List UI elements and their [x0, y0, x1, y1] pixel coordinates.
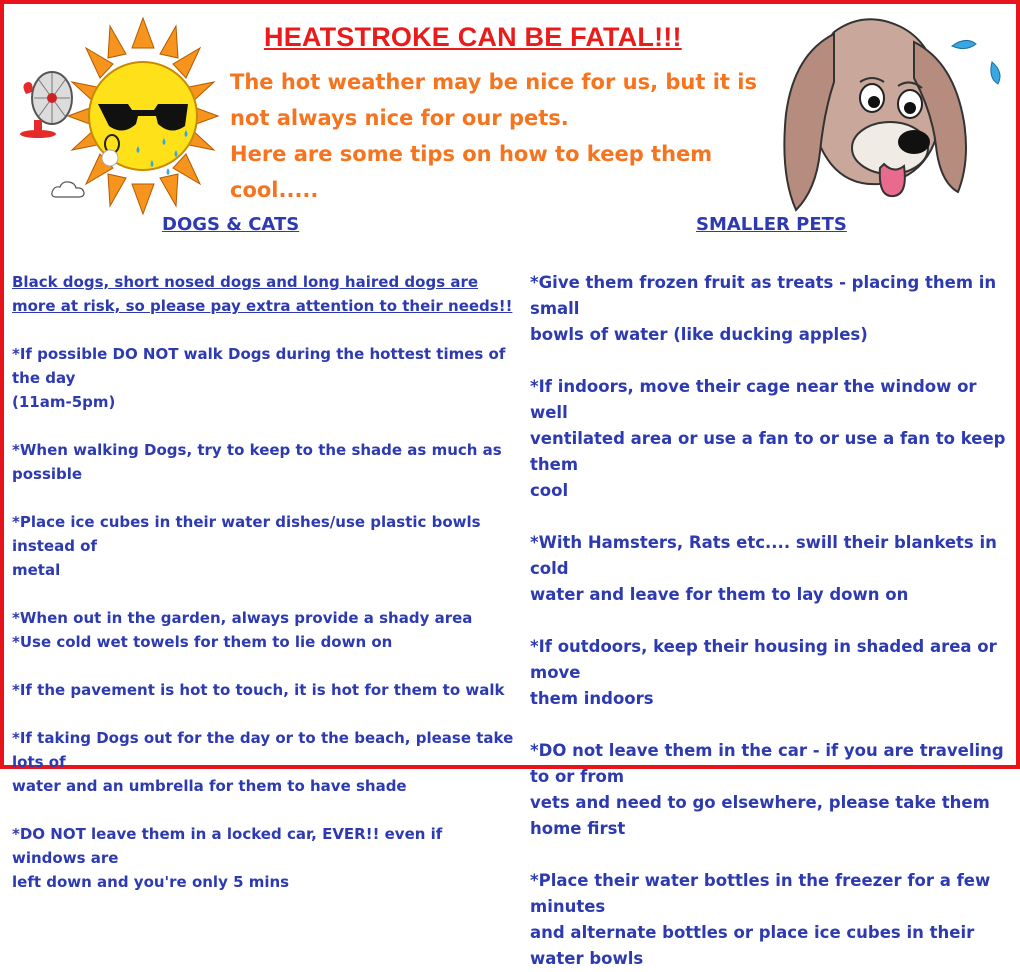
tip-line: left down and you're only 5 mins: [12, 873, 290, 891]
tip-line: *If taking Dogs out for the day or to the beach, please take lots of: [12, 729, 514, 771]
tip-line: *Use cold wet towels for them to lie down on: [12, 633, 393, 651]
poster-title: HEATSTROKE CAN BE FATAL!!!: [264, 22, 682, 52]
tip-line: metal: [12, 561, 61, 579]
tip-line: water and leave for them to lay down on: [530, 585, 909, 604]
tip-line: *When walking Dogs, try to keep to the shade as much as possible: [12, 441, 502, 483]
sweat-drop-icon: [948, 32, 1010, 88]
tip-line: (11am-5pm): [12, 393, 116, 411]
tip-line: *Give them frozen fruit as treats - placing them in small: [530, 273, 997, 318]
tip-line: *If the pavement is hot to touch, it is hot for them to walk: [12, 681, 505, 699]
intro-line: Here are some tips on how to keep them: [230, 142, 713, 167]
tip-line: *When out in the garden, always provide a shady area: [12, 609, 473, 627]
tip-line: *Place their water bottles in the freezer for a few minutes: [530, 871, 991, 916]
tip-line: *Place ice cubes in their water dishes/use plastic bowls instead of: [12, 513, 481, 555]
tip-line: and alternate bottles or place ice cubes in their water bowls: [530, 923, 975, 968]
tip-line: cool: [530, 481, 569, 500]
smaller-pets-tips: [530, 270, 1014, 972]
smaller-pets-heading: SMALLER PETS: [696, 214, 847, 235]
tip-line: *If possible DO NOT walk Dogs during the hottest times of the day: [12, 345, 506, 387]
tip-line: vets and need to go elsewhere, please take them home first: [530, 793, 990, 838]
warning-line: more at risk, so please pay extra attention to their needs!!: [12, 297, 513, 315]
dogs-cats-heading: DOGS & CATS: [162, 214, 300, 235]
dogs-cats-tips: [12, 270, 516, 894]
tip-line: *If outdoors, keep their housing in shaded area or move: [530, 637, 997, 682]
tip-line: *If indoors, move their cage near the window or well: [530, 377, 977, 422]
tip-line: ventilated area or use a fan to or use a fan to keep them: [530, 429, 1006, 474]
intro-line: The hot weather may be nice for us, but it is: [230, 70, 757, 94]
intro-line: not always nice for our pets.: [230, 106, 569, 131]
warning-line: Black dogs, short nosed dogs and long haired dogs are: [12, 273, 479, 291]
tip-line: *With Hamsters, Rats etc.... swill their blankets in cold: [530, 533, 997, 578]
tip-line: water and an umbrella for them to have shade: [12, 777, 407, 795]
tip-line: *DO not leave them in the car - if you are traveling to or from: [530, 741, 1004, 786]
tip-line: *DO NOT leave them in a locked car, EVER!! even if windows are: [12, 825, 443, 867]
dog-icon: [764, 12, 979, 222]
intro-text: [230, 64, 770, 208]
tip-line: bowls of water (like ducking apples): [530, 325, 868, 344]
fan-icon: [12, 64, 74, 144]
intro-line: cool.....: [230, 178, 319, 203]
tip-line: them indoors: [530, 689, 654, 708]
sun-with-sunglasses-icon: [68, 18, 218, 214]
